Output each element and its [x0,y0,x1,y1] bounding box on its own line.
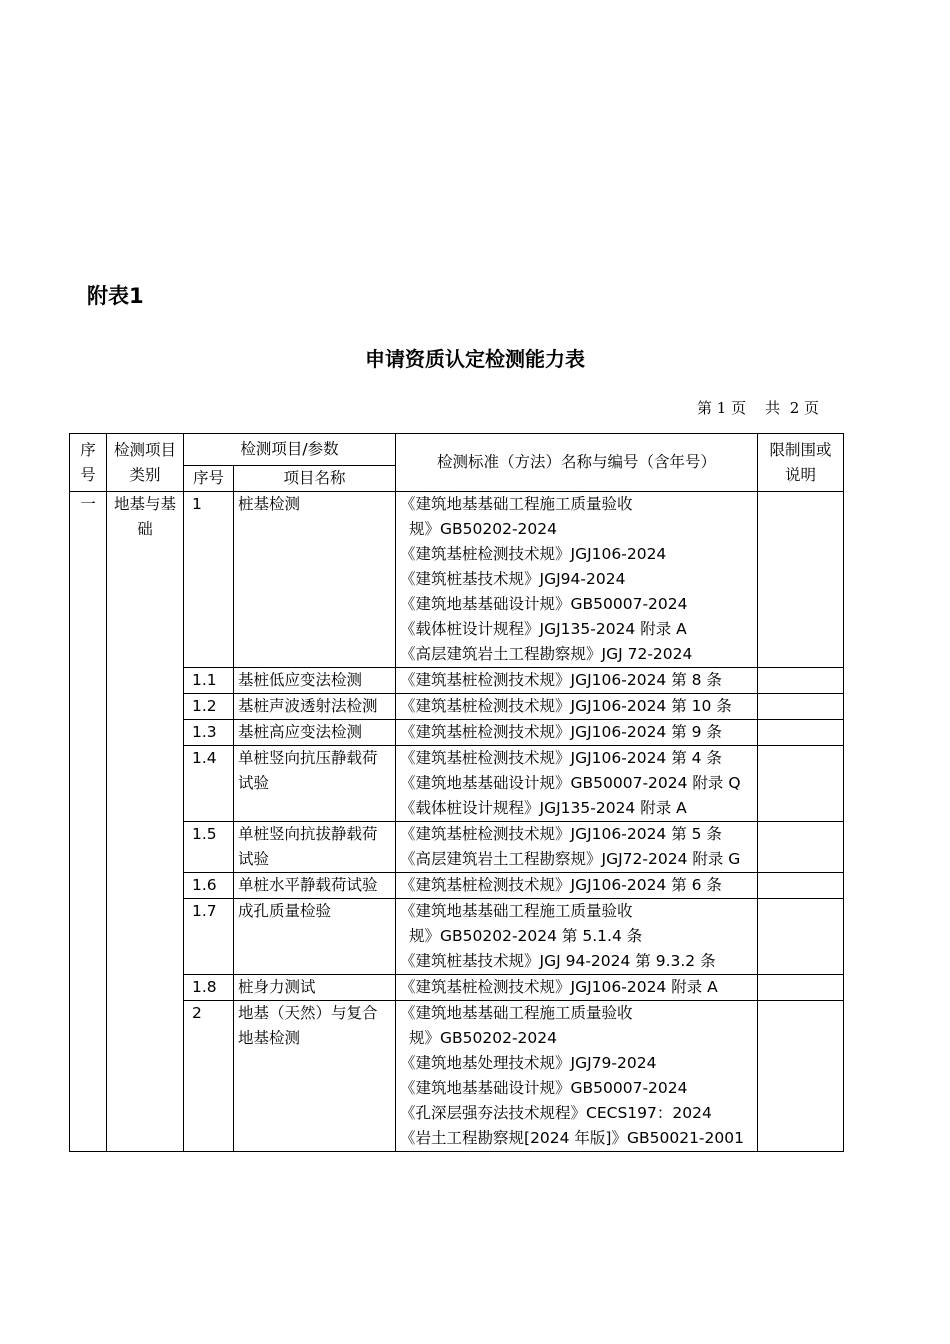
table-row [70,873,844,899]
item-number: 1.8 [184,975,234,1001]
standard-line: 《岩土工程勘察规[2024 年版]》GB50021-2001 [400,1129,744,1147]
standard-line: 《建筑桩基技术规》JGJ 94-2024 第 9.3.2 条 [400,952,716,970]
item-number: 1.1 [184,668,234,694]
header-seq: 序号 [70,434,107,492]
item-number: 1.2 [184,694,234,720]
item-name: 桩身力测试 [234,975,396,1001]
header-item-params: 检测项目/参数 [184,434,396,466]
standard-line: 《高层建筑岩土工程勘察规》JGJ 72-2024 [400,645,693,663]
appendix-label: 附表1 [87,284,144,308]
standard-line: 《高层建筑岩土工程勘察规》JGJ72-2024 附录 G [400,850,741,868]
limit-cell [758,873,844,899]
standard-line: 《建筑基桩检测技术规》JGJ106-2024 [400,545,667,563]
standard-line: 《建筑地基处理技术规》JGJ79-2024 [400,1054,657,1072]
standards-cell [396,746,758,822]
standards-cell [396,668,758,694]
group-category: 地基与基础 [107,492,184,1152]
item-number: 1.7 [184,899,234,975]
header-item-name: 项目名称 [234,466,396,492]
table-row [70,492,844,668]
standard-line: 《建筑地基基础工程施工质量验收 [400,1004,633,1022]
table-row [70,668,844,694]
item-name: 地基（天然）与复合地基检测 [234,1001,396,1152]
item-number: 2 [184,1001,234,1152]
item-number: 1.6 [184,873,234,899]
standard-line: 《建筑桩基技术规》JGJ94-2024 [400,570,626,588]
item-number: 1.5 [184,822,234,873]
limit-cell [758,694,844,720]
header-standard: 检测标准（方法）名称与编号（含年号） [396,434,758,492]
standards-cell [396,822,758,873]
standard-line: 规》GB50202-2024 [409,1029,558,1047]
item-number: 1.3 [184,720,234,746]
table-row [70,975,844,1001]
standard-line: 《建筑基桩检测技术规》JGJ106-2024 第 9 条 [400,723,722,741]
standards-cell [396,1001,758,1152]
standard-line: 《建筑基桩检测技术规》JGJ106-2024 第 10 条 [400,697,732,715]
item-number: 1.4 [184,746,234,822]
standard-line: 《孔深层强夯法技术规程》CECS197：2024 [400,1104,712,1122]
limit-cell [758,822,844,873]
table-row [70,746,844,822]
standards-cell [396,720,758,746]
limit-cell [758,720,844,746]
table-row [70,1001,844,1152]
standard-line: 《建筑基桩检测技术规》JGJ106-2024 第 5 条 [400,825,722,843]
item-name: 单桩竖向抗拔静载荷试验 [234,822,396,873]
item-name: 基桩声波透射法检测 [234,694,396,720]
standards-cell [396,975,758,1001]
standards-cell [396,492,758,668]
standard-line: 《建筑地基基础设计规》GB50007-2024 附录 Q [400,774,741,792]
table-row [70,694,844,720]
item-name: 基桩低应变法检测 [234,668,396,694]
standard-line: 《载体桩设计规程》JGJ135-2024 附录 A [400,620,687,638]
standard-line: 《建筑地基基础设计规》GB50007-2024 [400,595,688,613]
item-name: 基桩高应变法检测 [234,720,396,746]
header-limit: 限制围或说明 [758,434,844,492]
standard-line: 《载体桩设计规程》JGJ135-2024 附录 A [400,799,687,817]
header-category: 检测项目类别 [107,434,184,492]
document-title: 申请资质认定检测能力表 [365,347,585,371]
table-row [70,720,844,746]
standards-cell [396,899,758,975]
standard-line: 《建筑地基基础工程施工质量验收 [400,902,633,920]
item-name: 单桩竖向抗压静载荷试验 [234,746,396,822]
standard-line: 《建筑地基基础工程施工质量验收 [400,495,633,513]
item-name: 桩基检测 [234,492,396,668]
limit-cell [758,975,844,1001]
standard-line: 《建筑基桩检测技术规》JGJ106-2024 第 6 条 [400,876,722,894]
page-indicator: 第 1 页 共 2 页 [697,399,819,417]
standard-line: 规》GB50202-2024 [409,520,558,538]
standards-cell [396,873,758,899]
header-sub-seq: 序号 [184,466,234,492]
limit-cell [758,746,844,822]
standard-line: 《建筑基桩检测技术规》JGJ106-2024 第 4 条 [400,749,722,767]
item-name: 单桩水平静载荷试验 [234,873,396,899]
limit-cell [758,1001,844,1152]
standards-cell [396,694,758,720]
item-name: 成孔质量检验 [234,899,396,975]
item-number: 1 [184,492,234,668]
standard-line: 《建筑基桩检测技术规》JGJ106-2024 第 8 条 [400,671,722,689]
standard-line: 规》GB50202-2024 第 5.1.4 条 [409,927,643,945]
limit-cell [758,492,844,668]
table-row [70,822,844,873]
table-row [70,899,844,975]
limit-cell [758,668,844,694]
capability-table [69,433,844,1152]
group-seq: 一 [70,492,107,1152]
limit-cell [758,899,844,975]
standard-line: 《建筑地基基础设计规》GB50007-2024 [400,1079,688,1097]
standard-line: 《建筑基桩检测技术规》JGJ106-2024 附录 A [400,978,718,996]
